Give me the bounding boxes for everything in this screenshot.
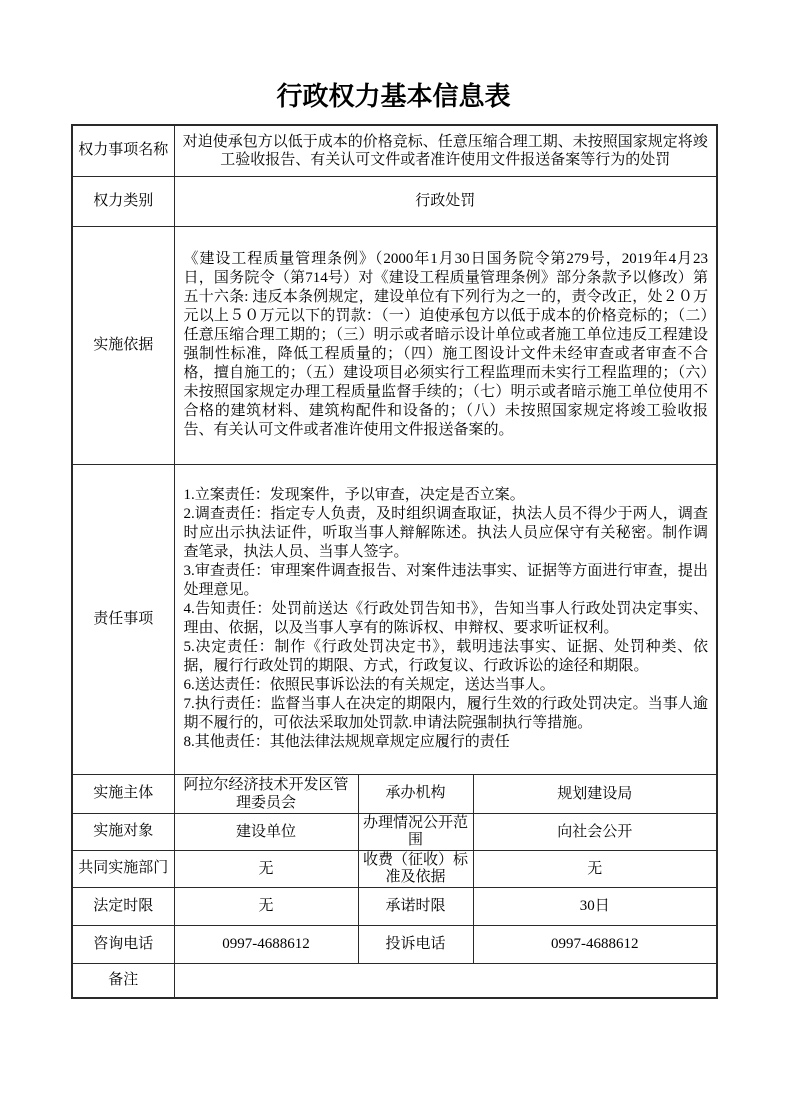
consult-phone-value: 0997-4688612 <box>174 925 358 963</box>
implementer-value: 阿拉尔经济技术开发区管理委员会 <box>174 774 358 813</box>
duty-item: 4.告知责任：处罚前送达《行政处罚告知书》，告知当事人行政处罚决定事实、理由、依据，以及当事人享有的陈诉权、申辩权、要求听证权利。 <box>183 601 709 636</box>
target-row <box>72 813 717 850</box>
handling-org-label: 承办机构 <box>358 774 473 813</box>
statutory-limit-label: 法定时限 <box>72 887 174 925</box>
duty-item: 6.送达责任：依照民事诉讼法的有关规定，送达当事人。 <box>183 677 555 693</box>
duties-label: 责任事项 <box>72 464 174 774</box>
duty-item: 7.执行责任：监督当事人在决定的期限内，履行生效的行政处罚决定。当事人逾期不履行的，可依法采取加处罚款.申请法院强制执行等措施。 <box>183 696 709 731</box>
promised-limit-label: 承诺时限 <box>358 887 473 925</box>
duty-item: 1.立案责任：发现案件，予以审查，决定是否立案。 <box>183 487 525 503</box>
statutory-limit-value: 无 <box>174 887 358 925</box>
duties-value <box>174 464 717 774</box>
fee-standard-value: 无 <box>473 850 717 887</box>
power-type-label: 权力类别 <box>72 176 174 226</box>
legal-basis-row <box>72 226 717 464</box>
handling-org-value: 规划建设局 <box>473 774 717 813</box>
power-name-value: 对迫使承包方以低于成本的价格竞标、任意压缩合理工期、未按照国家规定将竣工验收报告、有关认可文件或者准许使用文件报送备案等行为的处罚 <box>174 125 717 176</box>
power-name-label: 权力事项名称 <box>72 125 174 176</box>
implementer-row <box>72 774 717 813</box>
admin-power-info-table <box>71 124 718 999</box>
duty-item: 2.调查责任：指定专人负责，及时组织调查取证，执法人员不得少于两人，调查时应出示执法证件，听取当事人辩解陈述。执法人员应保守有关秘密。制作调查笔录，执法人员、当事人签字。 <box>183 506 709 560</box>
target-label: 实施对象 <box>72 813 174 850</box>
phone-row <box>72 925 717 963</box>
remark-row <box>72 963 717 998</box>
disclosure-scope-value: 向社会公开 <box>473 813 717 850</box>
page-title: 行政权力基本信息表 <box>276 82 511 111</box>
legal-basis-value: 《建设工程质量管理条例》（2000年1月30日国务院令第279号，2019年4月23日，国务院令（第714号）对《建设工程质量管理条例》部分条款予以修改）第五十六条: 违反本条例规定，建设单位有下列行为之一的，责令改正，处２０万元以上５０万元以下的罚款：（一）迫使承包方以低于成本的价格竞标的；（二）任意压缩合理工期的；（三）明示或者暗示设计单位或者施工单位违反工程建设强制性标准，降低工程质量的；（四）施工图设计文件未经审查或者审查不合格，擅自施工的；（五）建设项目必须实行工程监理而未实行工程监理的；（六）未按照国家规定办理工程质量监督手续的；（七）明示或者暗示施工单位使用不合格的建筑材料、建筑构配件和设备的；（八）未按照国家规定将竣工验收报告、有关认可文件或者准许使用文件报送备案的。 <box>174 226 717 464</box>
complaint-phone-value: 0997-4688612 <box>473 925 717 963</box>
power-type-value: 行政处罚 <box>174 176 717 226</box>
remark-value <box>174 963 717 998</box>
legal-basis-label: 实施依据 <box>72 226 174 464</box>
statutory-limit-row <box>72 887 717 925</box>
complaint-phone-label: 投诉电话 <box>358 925 473 963</box>
duties-row <box>72 464 717 774</box>
joint-dept-row <box>72 850 717 887</box>
duty-item: 8.其他责任：其他法律法规规章规定应履行的责任 <box>183 734 510 750</box>
remark-label: 备注 <box>72 963 174 998</box>
implementer-label: 实施主体 <box>72 774 174 813</box>
promised-limit-value: 30日 <box>473 887 717 925</box>
duty-item: 3.审查责任：审理案件调查报告、对案件违法事实、证据等方面进行审查，提出处理意见。 <box>183 563 709 598</box>
joint-dept-value: 无 <box>174 850 358 887</box>
duty-item: 5.决定责任：制作《行政处罚决定书》，载明违法事实、证据、处罚种类、依据，履行行政处罚的期限、方式，行政复议、行政诉讼的途径和期限。 <box>183 639 709 674</box>
fee-standard-label: 收费（征收）标准及依据 <box>358 850 473 887</box>
power-name-row <box>72 125 717 176</box>
consult-phone-label: 咨询电话 <box>72 925 174 963</box>
target-value: 建设单位 <box>174 813 358 850</box>
joint-dept-label: 共同实施部门 <box>72 850 174 887</box>
power-type-row <box>72 176 717 226</box>
disclosure-scope-label: 办理情况公开范围 <box>358 813 473 850</box>
